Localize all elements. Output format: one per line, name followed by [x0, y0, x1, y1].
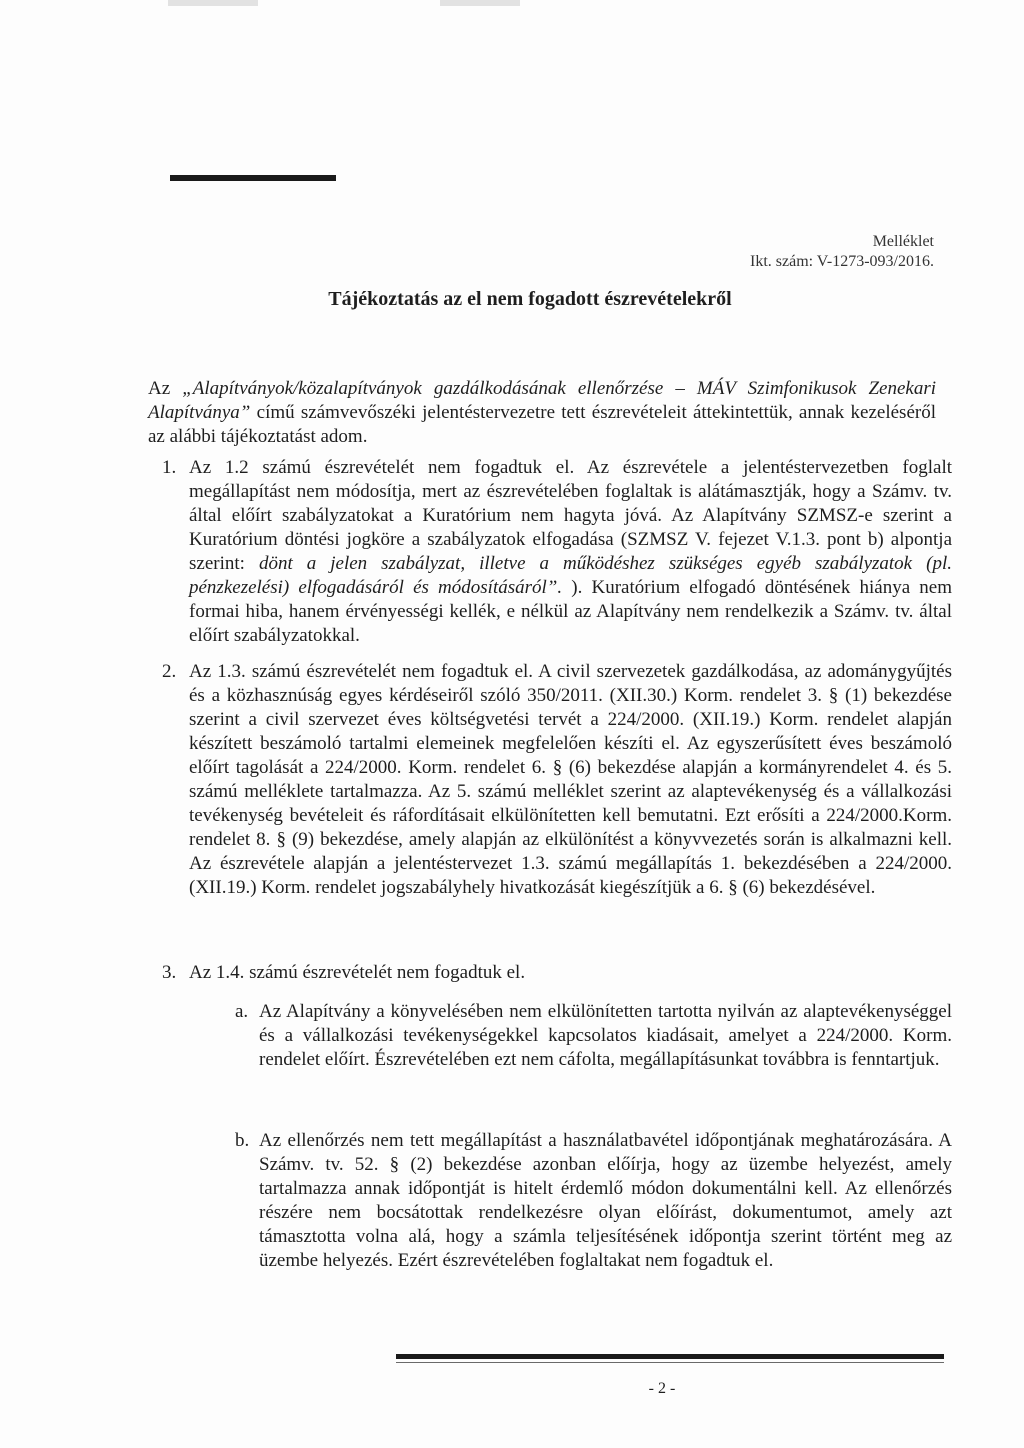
- list-item-text-part: Az 1.2 számú észrevételét nem fogadtuk el. Az észrevétele a jelentéstervezetben foglalt megállapítást nem módosítja, mert az észrevételében foglaltak is alátámasztják, hogy a Számv. tv. által előírt szabályzatokat a Kuratórium nem hagyta jóvá. Az Alapítvány SZMSZ-e szerint a Kuratórium döntési jogköre a szabályzatok elfogadása (SZMSZ V. fejezet V.1.3. pont b) alpontja szerint:: [189, 457, 952, 574]
- sub-item-text: Az ellenőrzés nem tett megállapítást a használatbavétel időpontjának meghatározására. A Számv. tv. 52. § (2) bekezdése azonban előírja, hogy az üzembe helyezést, amely tartalmazza annak időpontját is hitelt érdemlő módon dokumentálni kell. Az ellenőrzés részére nem bocsátottak rendelkezésre olyan előírást, dokumentumot, amely azt támasztotta volna alá, hogy a számla teljesítésének időpontja szerint történt meg az üzembe helyezés. Ezért észrevételében foglaltakat nem fogadtuk el.: [259, 1130, 952, 1271]
- list-item-text: [189, 456, 952, 648]
- list-item-quote: dönt a jelen szabályzat, illetve a működéshez szükséges egyéb szabályzatok (pl. pénzkezelési) elfogadásáról és módosításáról”.: [189, 553, 952, 598]
- list-item-2: [162, 660, 952, 900]
- header-rule: [170, 175, 336, 181]
- intro-report-title: „Alapítványok/közalapítványok gazdálkodásának ellenőrzése – MÁV Szimfonikusok Zenekari Alapítványa”: [148, 378, 936, 423]
- list-item-3: [162, 961, 952, 985]
- document-title: Tájékoztatás az el nem fogadott észrevételekről: [328, 288, 732, 310]
- footer-rule-thin: [396, 1362, 944, 1363]
- footer-rule: [396, 1354, 944, 1359]
- annex-label: Melléklet: [872, 233, 934, 250]
- list-item-number: 1.: [162, 457, 177, 478]
- intro-paragraph: [148, 377, 936, 449]
- reference-number: Ikt. szám: V-1273-093/2016.: [750, 253, 934, 270]
- scan-artifact: [168, 0, 258, 6]
- scan-artifact: [440, 0, 520, 6]
- list-item-text-part: ). Kuratórium elfogadó döntésének hiánya nem formai hiba, hanem érvényességi kellék, e nélkül az Alapítvány nem rendelkezik a Számv. tv. által előírt szabályzatokkal.: [189, 577, 952, 646]
- list-item-text: Az 1.3. számú észrevételét nem fogadtuk el. A civil szervezetek gazdálkodása, az adománygyűjtés és a közhasznúság egyes kérdéseiről szóló 350/2011. (XII.30.) Korm. rendelet 3. § (1) bekezdése szerint a civil szervezet éves költségvetési tervét a 224/2000. (XII.19.) Korm. rendelet alapján készített beszámoló tartalmi elemeinek megfelelően készíti el. Az egyszerűsített éves beszámoló előírt tagolását a 224/2000. Korm. rendelet 6. § (6) bekezdése alapján a kormányrendelet 4. és 5. számú melléklete tartalmazza. Az 5. számú melléklet szerint az alaptevékenység és a vállalkozási tevékenység bevételeit és ráfordításait elkülönítetten kell bemutatni. Ezt erősíti a 224/2000.Korm. rendelet 8. § (9) bekezdése, amely alapján az elkülönítést a könyvvezetés során is alkalmazni kell. Az észrevétele alapján a jelentéstervezet 1.3. számú megállapítás 1. bekezdésében a 224/2000. (XII.19.) Korm. rendelet jogszabályhely hivatkozását kiegészítjük a 6. § (6) bekezdésével.: [189, 661, 952, 898]
- list-item-number: 3.: [162, 962, 177, 983]
- list-item-1: [162, 456, 952, 648]
- sub-item-letter: b.: [235, 1130, 250, 1151]
- document-header: [750, 232, 934, 272]
- list-item-number: 2.: [162, 661, 177, 682]
- intro-suffix: című számvevőszéki jelentéstervezetre tett észrevételeit áttekintettük, annak kezeléséről az alábbi tájékoztatást adom.: [148, 402, 936, 447]
- sub-item-a: [235, 1000, 952, 1072]
- list-item-text: Az 1.4. számú észrevételét nem fogadtuk el.: [189, 962, 526, 983]
- page-number: - 2 -: [648, 1380, 676, 1397]
- sub-item-letter: a.: [235, 1001, 249, 1022]
- intro-prefix: Az: [148, 378, 183, 399]
- sub-item-b: [235, 1129, 952, 1273]
- sub-item-text: Az Alapítvány a könyvelésében nem elkülönítetten tartotta nyilván az alaptevékenységgel és a vállalkozási tevékenységekkel kapcsolatos kiadásait, amelyet a 224/2000. Korm. rendelet előírt. Észrevételében ezt nem cáfolta, megállapításunkat továbbra is fenntartjuk.: [259, 1001, 952, 1070]
